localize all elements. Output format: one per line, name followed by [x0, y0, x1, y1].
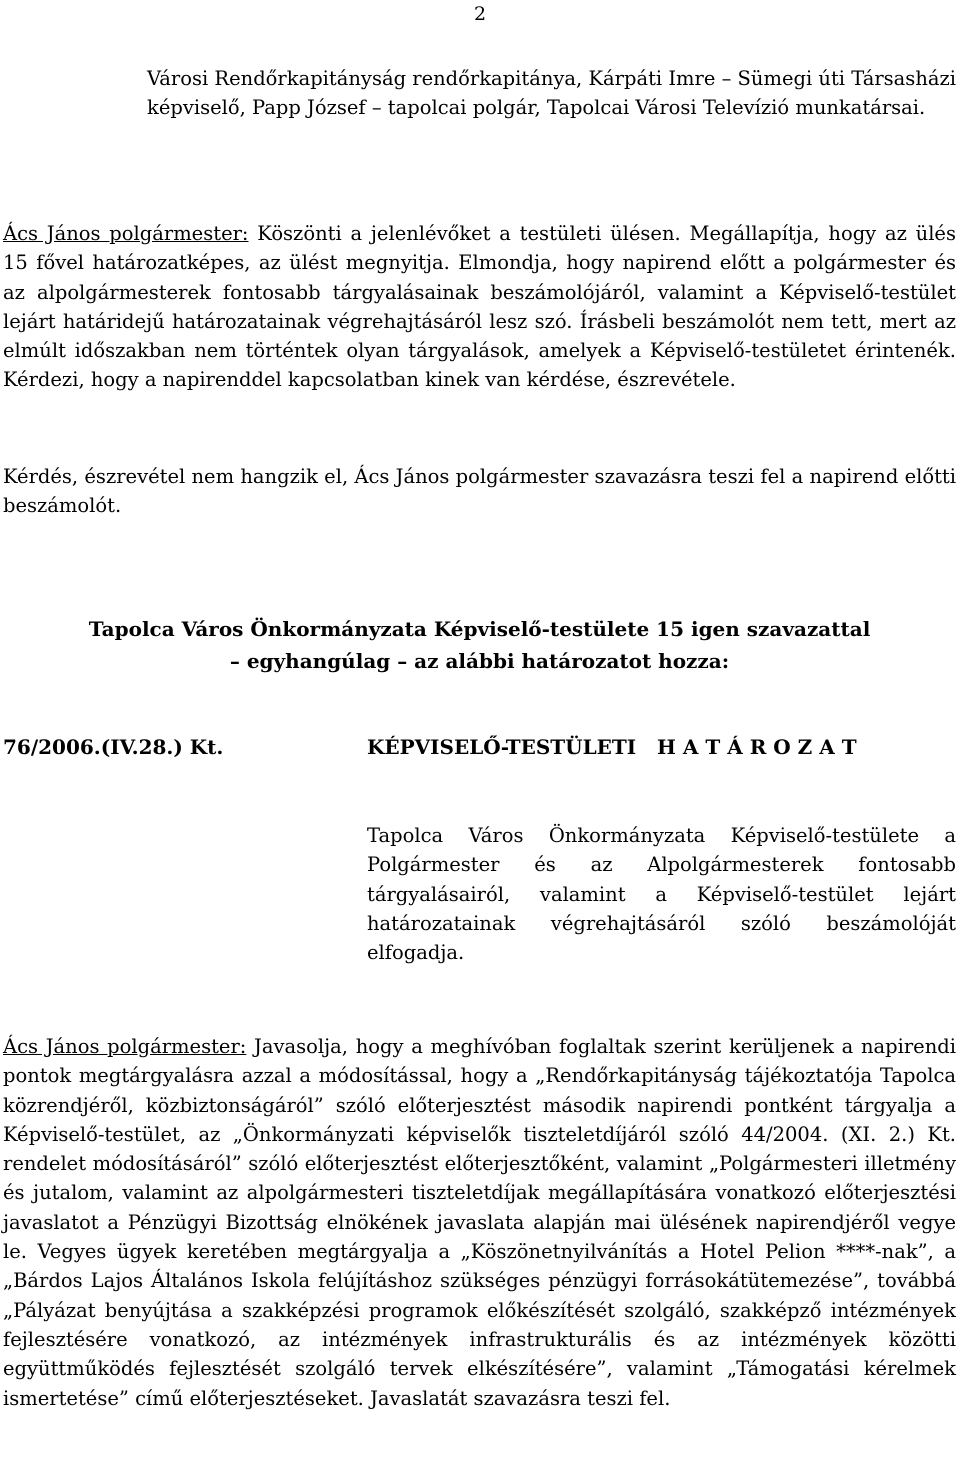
vote-result-line-1: Tapolca Város Önkormányzata Képviselő-testülete 15 igen szavazattal	[88, 617, 871, 641]
mayor-opening-paragraph	[3, 219, 956, 395]
page-number: 2	[473, 3, 487, 25]
paragraph-text: Javasolja, hogy a meghívóban foglaltak szerint kerüljenek a napirendi pontok megtárgyalásra azzal a módosítással, hogy a „Rendőrkapitányság tájékoztatója Tapolca közrendjéről, közbiztonságáról” szóló előterjesztést második napirendi pontként tárgyalja a Képviselő-testület, az „Önkormányzati képviselők tiszteletdíjáról szóló 44/2004. (XI. 2.) Kt. rendelet módosításáról” szóló előterjesztést előterjesztőként, valamint „Polgármesteri illetmény és jutalom, valamint az alpolgármesteri tiszteletdíjak megállapítására vonatkozó előterjesztési javaslatot a Pénzügyi Bizottság elnökének javaslata alapján mai ülésének napirendjéről vegye le. Vegyes ügyek keretében megtárgyalja a „Köszönetnyilvánítás a Hotel Pelion ****-nak”, a „Bárdos Lajos Általános Iskola felújításhoz szükséges pénzügyi forrásokátütemezése”, továbbá „Pályázat benyújtása a szakképzési programok előkészítését szolgáló, szakképző intézmények fejlesztésére vonatkozó, az intézmények infrastrukturális és az intézmények közötti együttműködés fejlesztését szolgáló tervek elkészítésére”, valamint „Támogatási kérelmek ismertetése” című előterjesztéseket. Javaslatát szavazásra teszi fel.	[3, 1035, 956, 1410]
vote-result-line-2: – egyhangúlag – az alábbi határozatot hozza:	[229, 649, 730, 673]
resolution-title: KÉPVISELŐ-TESTÜLETI H A T Á R O Z A T	[367, 735, 857, 759]
speaker-label: Ács János polgármester:	[3, 1035, 247, 1058]
resolution-number: 76/2006.(IV.28.) Kt.	[3, 735, 224, 759]
vote-call-paragraph: Kérdés, észrevétel nem hangzik el, Ács János polgármester szavazásra teszi fel a napirend előtti beszámolót.	[3, 465, 956, 518]
intro-paragraph: Városi Rendőrkapitányság rendőrkapitánya, Kárpáti Imre – Sümegi úti Társasházi képviselő, Papp József – tapolcai polgár, Tapolcai Városi Televízió munkatársai.	[147, 67, 957, 120]
mayor-agenda-paragraph	[3, 1032, 956, 1413]
speaker-label: Ács János polgármester:	[3, 222, 249, 245]
paragraph-text: Köszönti a jelenlévőket a testületi ülésen. Megállapítja, hogy az ülés 15 fővel határozatképes, az ülést megnyitja. Elmondja, hogy napirend előtt a polgármester és az alpolgármesterek fontosabb tárgyalásainak beszámolójáról, valamint a Képviselő-testület lejárt határidejű határozatainak végrehajtásáról lesz szó. Írásbeli beszámolót nem tett, mert az elmúlt időszakban nem történtek olyan tárgyalások, amelyek a Képviselő-testületet érintenék. Kérdezi, hogy a napirenddel kapcsolatban kinek van kérdése, észrevétele.	[3, 222, 956, 392]
resolution-body: Tapolca Város Önkormányzata Képviselő-testülete a Polgármester és az Alpolgármesterek fontosabb tárgyalásairól, valamint a Képviselő-testület lejárt határozatainak végrehajtásáról szóló beszámolóját elfogadja.	[367, 824, 956, 965]
